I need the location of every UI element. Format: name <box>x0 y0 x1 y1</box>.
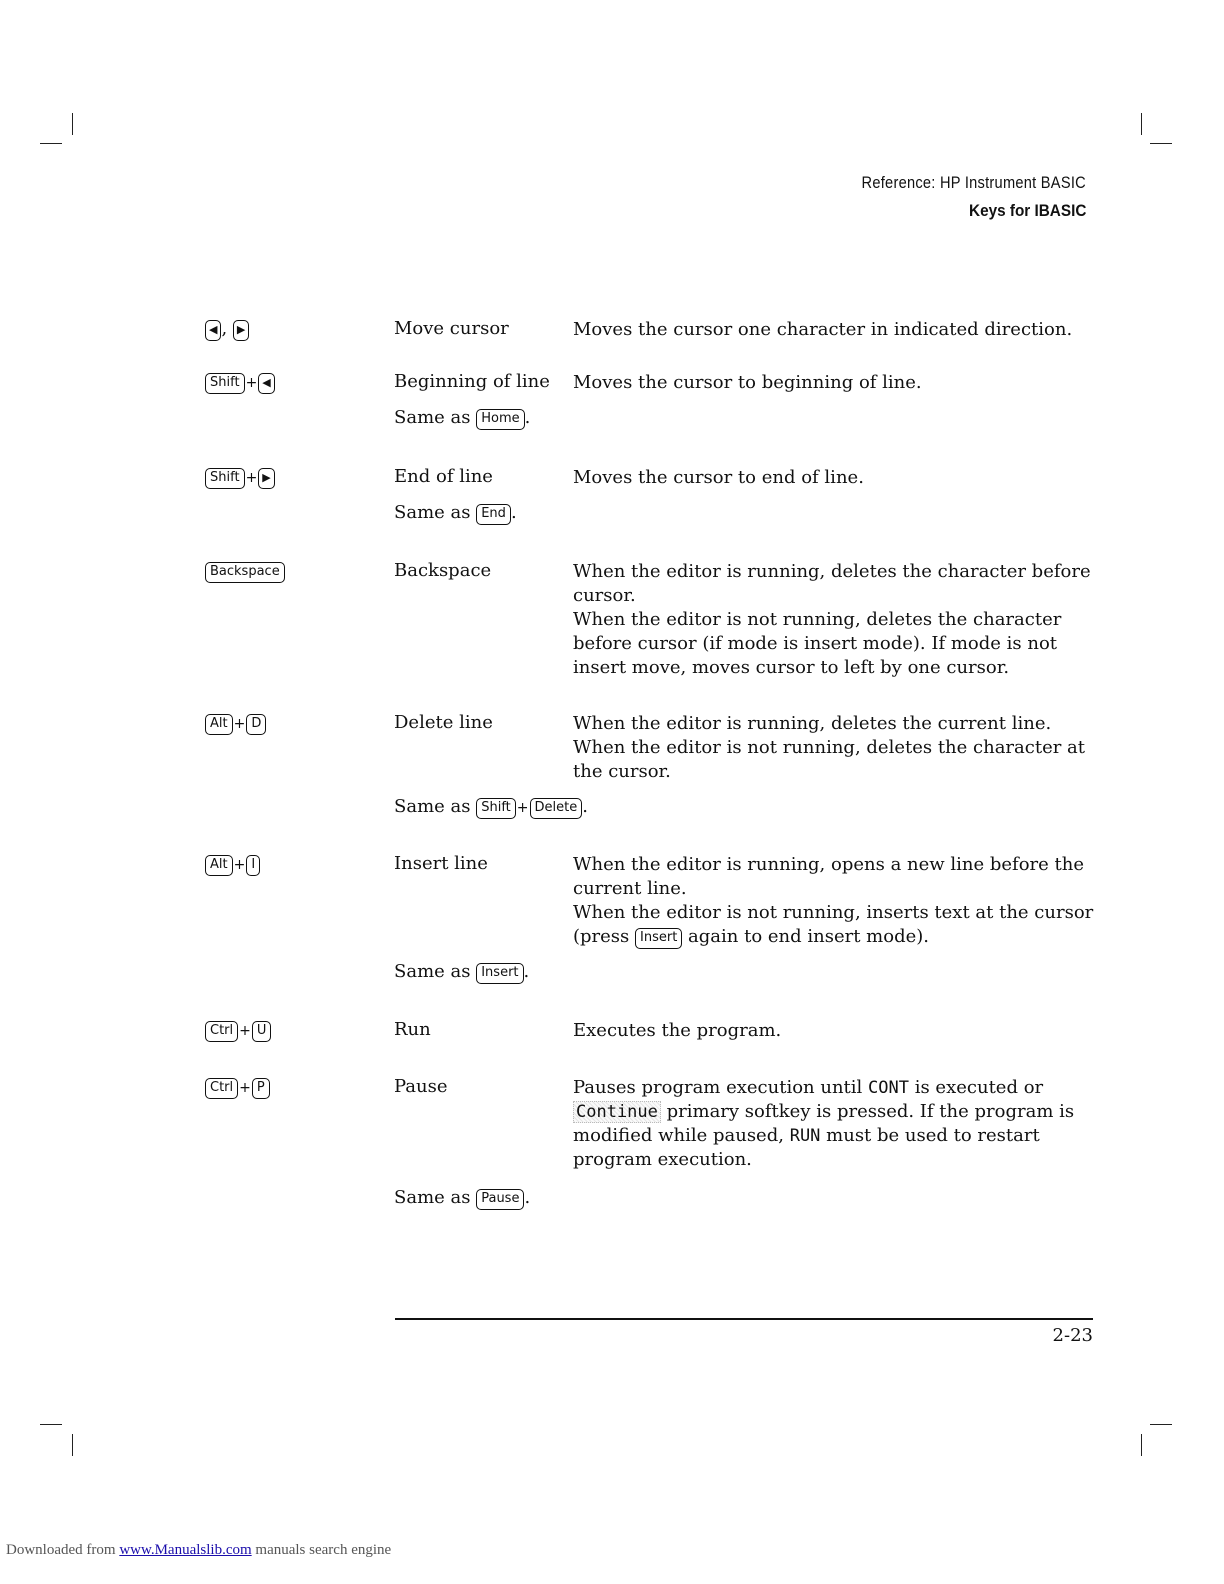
same-as-line: Same as Insert . <box>394 961 530 982</box>
pause-key: Pause <box>476 1189 524 1210</box>
key-combo: Shift + ▶ <box>205 466 275 489</box>
alt-key: Alt <box>205 714 233 735</box>
function-name: Insert line <box>394 853 488 874</box>
crop-mark <box>40 1424 62 1425</box>
end-key: End <box>476 504 511 525</box>
function-name: Delete line <box>394 712 493 733</box>
crop-mark <box>1141 1434 1142 1456</box>
same-as-line: Same as Pause . <box>394 1187 531 1208</box>
function-description: Executes the program. <box>573 1020 782 1041</box>
download-footer: Downloaded from www.Manualslib.com manuals search engine <box>6 1542 392 1558</box>
function-name: Move cursor <box>394 318 509 339</box>
key-combo: Alt + D <box>205 712 266 735</box>
function-description: Moves the cursor one character in indicated direction. <box>573 319 1073 340</box>
key-combo: Ctrl + P <box>205 1076 270 1099</box>
function-description: Pauses program execution until CONT is executed or Continue primary softkey is pressed. If the program is modified while paused, RUN must be used to restart program execution. <box>573 1077 1075 1170</box>
key-combo <box>205 560 285 583</box>
letter-key: I <box>246 855 260 876</box>
function-name: Backspace <box>394 560 492 581</box>
function-name: Beginning of line <box>394 371 550 392</box>
left-arrow-key-icon: ◀ <box>205 320 221 341</box>
left-arrow-key-icon: ◀ <box>258 373 274 394</box>
home-key: Home <box>476 409 524 430</box>
function-description: When the editor is running, opens a new line before the current line. When the editor is not running, inserts text at the cursor (press Insert again to end insert mode). <box>573 854 1094 947</box>
key-combo: Alt + I <box>205 853 260 876</box>
page-number: 2-23 <box>1052 1325 1093 1346</box>
continue-softkey: Continue <box>573 1101 661 1123</box>
crop-mark <box>72 1434 73 1456</box>
crop-mark <box>1141 113 1142 135</box>
manualslib-link[interactable]: www.Manualslib.com <box>119 1542 252 1558</box>
key-combo: Ctrl + U <box>205 1019 271 1042</box>
function-description: Moves the cursor to beginning of line. <box>573 372 922 393</box>
key-combo: ◀ , ▶ <box>205 318 249 341</box>
crop-mark <box>72 113 73 135</box>
ctrl-key: Ctrl <box>205 1078 238 1099</box>
same-as-line: Same as End . <box>394 502 517 523</box>
running-header-section: Keys for IBASIC <box>968 201 1086 220</box>
function-description: Moves the cursor to end of line. <box>573 467 864 488</box>
same-as-line: Same as Home . <box>394 407 531 428</box>
backspace-key: Backspace <box>205 562 285 583</box>
letter-key: D <box>246 714 266 735</box>
footer-rule <box>395 1318 1093 1320</box>
delete-key: Delete <box>530 798 583 819</box>
function-name: Run <box>394 1019 431 1040</box>
key-combo: Shift + ◀ <box>205 371 275 394</box>
code-cont: CONT <box>868 1078 909 1098</box>
letter-key: P <box>252 1078 270 1099</box>
alt-key: Alt <box>205 855 233 876</box>
letter-key: U <box>252 1021 272 1042</box>
function-name: End of line <box>394 466 493 487</box>
shift-key: Shift <box>205 468 245 489</box>
ctrl-key: Ctrl <box>205 1021 238 1042</box>
right-arrow-key-icon: ▶ <box>258 468 274 489</box>
function-name: Pause <box>394 1076 448 1097</box>
insert-key: Insert <box>476 963 523 984</box>
shift-key: Shift <box>205 373 245 394</box>
same-as-line: Same as Shift + Delete . <box>394 796 588 817</box>
code-run: RUN <box>789 1126 821 1146</box>
crop-mark <box>40 143 62 144</box>
right-arrow-key-icon: ▶ <box>233 320 249 341</box>
function-description: When the editor is running, deletes the character before cursor. When the editor is not running, deletes the character before cursor (if mode is insert mode). If mode is not insert move, moves cursor to left by one cursor. <box>573 561 1091 678</box>
insert-key: Insert <box>635 928 682 949</box>
shift-key: Shift <box>476 798 516 819</box>
crop-mark <box>1150 143 1172 144</box>
function-description: When the editor is running, deletes the current line. When the editor is not running, deletes the character at the cursor. <box>573 713 1086 782</box>
running-header-reference: Reference: HP Instrument BASIC <box>861 173 1086 192</box>
crop-mark <box>1150 1424 1172 1425</box>
